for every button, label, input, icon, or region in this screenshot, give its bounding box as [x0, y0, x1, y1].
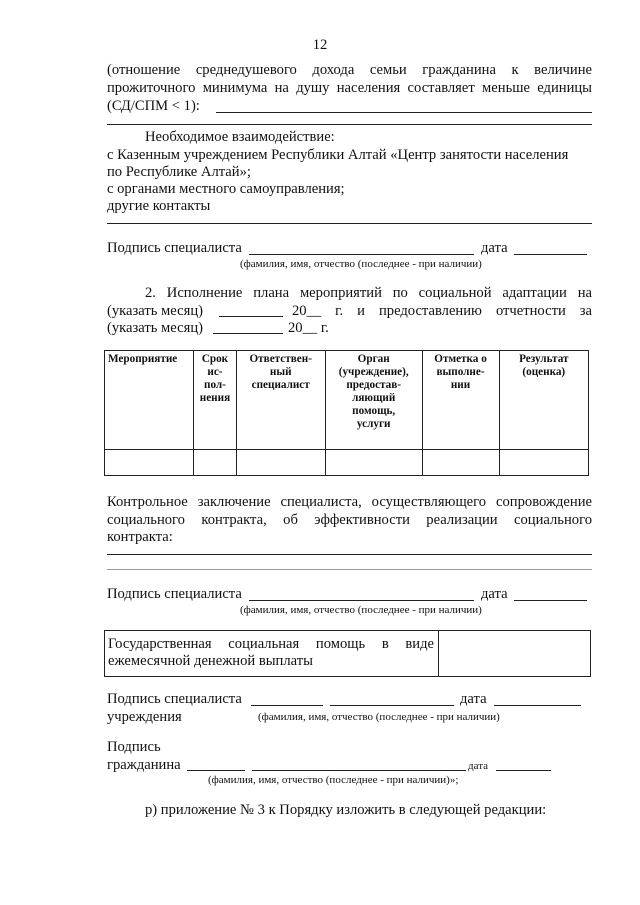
signature-3-date-label: дата [460, 691, 487, 707]
signature-4-caption: (фамилия, имя, отчество (последнее - при наличии)»; [208, 774, 459, 786]
table-cell[interactable] [422, 450, 499, 476]
signature-3-date-line [494, 705, 581, 706]
signature-1-date-label: дата [481, 240, 508, 256]
ratio-fill-line-2 [107, 124, 592, 125]
interaction-line-2: по Республике Алтай»; [107, 164, 251, 180]
conclusion-line-3: контракта: [107, 529, 173, 545]
interaction-line-1: с Казенным учреждением Республики Алтай «Центр занятости населения [107, 147, 569, 163]
signature-2-name-line [249, 600, 474, 601]
table-cell[interactable] [236, 450, 325, 476]
conclusion-fill-line-2 [107, 569, 592, 570]
signature-4-date-line [496, 770, 551, 771]
signature-3-sign-line [251, 705, 323, 706]
ratio-text-line-1: (отношение среднедушевого дохода семьи гражданина к величине [107, 62, 592, 78]
closing-text: р) приложение № 3 к Порядку изложить в следующей редакции: [145, 802, 547, 818]
conclusion-line-1: Контрольное заключение специалиста, осуществляющего сопровождение [107, 494, 592, 510]
gov-assistance-line-2: ежемесячной денежной выплаты [108, 653, 313, 669]
section-2-line-3b: 20__ г. [288, 320, 329, 336]
signature-3-caption: (фамилия, имя, отчество (последнее - при наличии) [258, 711, 500, 723]
table-header-cell: Орган (учреждение), предостав- ляющий помощь, услуги [325, 351, 422, 450]
table-header-cell: Отметка о выполне- нии [422, 351, 499, 450]
ratio-fill-line [216, 112, 592, 113]
conclusion-line-2: социального контракта, об эффективности реализации социального [107, 512, 592, 528]
page-number: 12 [312, 37, 328, 53]
table-header-cell: Ответствен- ный специалист [236, 351, 325, 450]
table-cell[interactable] [325, 450, 422, 476]
table-header-row [105, 351, 589, 450]
contacts-fill-line [107, 223, 592, 224]
signature-1-name-line [249, 254, 474, 255]
ratio-text-line-2: прожиточного минимума на душу населения составляет меньше единицы [107, 80, 592, 96]
signature-4-date-label: дата [468, 760, 489, 772]
signature-1-date-line [514, 254, 587, 255]
signature-2-label: Подпись специалиста [107, 586, 242, 602]
section-2-line-2a: (указать месяц) [107, 303, 203, 319]
signature-3-label-2: учреждения [107, 709, 182, 725]
ratio-text-line-3: (СД/СПМ < 1): [107, 98, 200, 114]
table-header-cell: Срок ис- пол- нения [194, 351, 236, 450]
signature-4-name-line [252, 770, 466, 771]
signature-2-date-line [514, 600, 587, 601]
gov-assistance-line-1: Государственная социальная помощь в виде [108, 636, 434, 652]
signature-3-label-1: Подпись специалиста [107, 691, 242, 707]
signature-3-name-line [330, 705, 454, 706]
interaction-heading: Необходимое взаимодействие: [145, 129, 335, 145]
activity-table [104, 350, 589, 476]
section-2-line-2b: 20__ г. и предоставлению отчетности за [292, 303, 592, 319]
table-cell[interactable] [194, 450, 236, 476]
section-2-month-line-1 [219, 316, 283, 317]
table-cell[interactable] [105, 450, 194, 476]
section-2-line-3a: (указать месяц) [107, 320, 203, 336]
signature-1-label: Подпись специалиста [107, 240, 242, 256]
table-header-cell: Мероприятие [105, 351, 194, 450]
signature-2-caption: (фамилия, имя, отчество (последнее - при наличии) [240, 604, 482, 616]
table-header-cell: Результат (оценка) [499, 351, 588, 450]
section-2-month-line-2 [213, 333, 283, 334]
table-cell[interactable] [499, 450, 588, 476]
interaction-line-3: с органами местного самоуправления; [107, 181, 345, 197]
conclusion-fill-line-1 [107, 554, 592, 555]
signature-4-label-2: гражданина [107, 757, 181, 773]
section-2-line-1: 2. Исполнение плана мероприятий по социальной адаптации на [145, 285, 592, 301]
signature-4-sign-line [187, 770, 245, 771]
table-row [105, 450, 589, 476]
signature-2-date-label: дата [481, 586, 508, 602]
interaction-line-4: другие контакты [107, 198, 211, 214]
signature-4-label-1: Подпись [107, 739, 161, 755]
gov-assistance-divider [438, 630, 439, 676]
signature-1-caption: (фамилия, имя, отчество (последнее - при наличии) [240, 258, 482, 270]
